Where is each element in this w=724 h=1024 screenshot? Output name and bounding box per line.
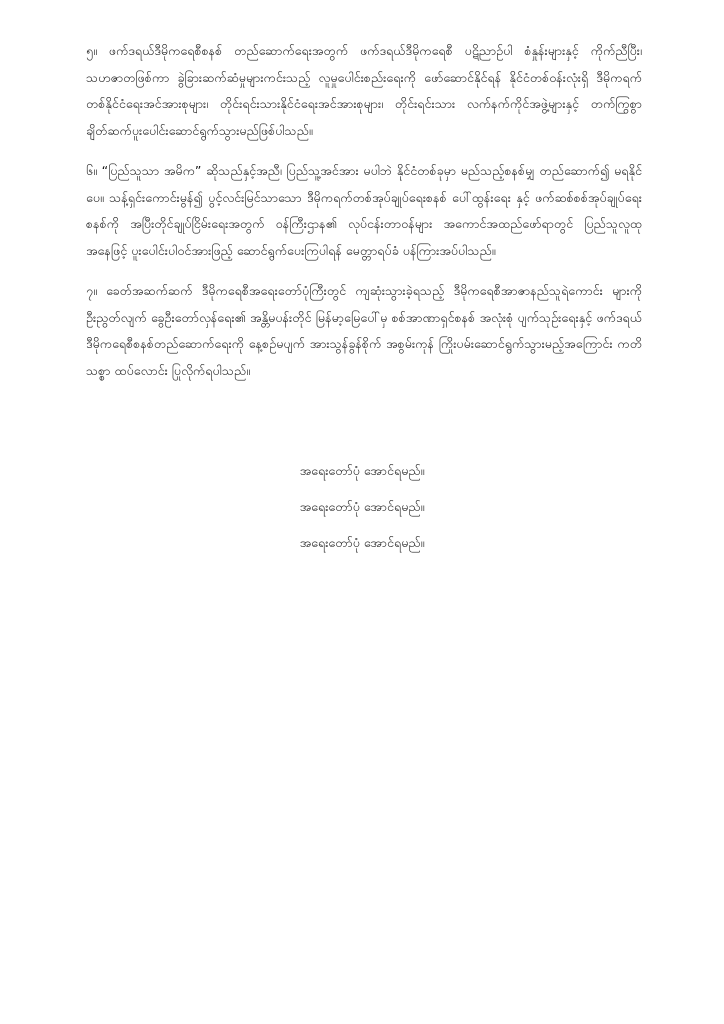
paragraph-7: ၇။ ခေတ်အဆက်ဆက် ဒီမိုကရေစီအရေးတော်ပုံကြီးတွင် ကျဆုံးသွားခဲ့ရသည့် ဒီမိုကရေစီအာဇာနည်သူရဲကောင်း များကို ဦးညွတ်လျက် ခွေဦးတော်လှန်ရေး၏ အန္တိမပန်းတိုင် မြန်မာ့မြေပေါ်မှ စစ်အာဏာရှင်စနစ် အလုံးစုံ ပျက်သုဉ်းရေးနှင့် ဖက်ဒရယ်ဒီမိုကရေစီစနစ်တည်ဆောက်ရေးကို နေ့စဉ်မပျက် အားသွန်ခွန်စိုက် အစွမ်းကုန် ကြိုးပမ်းဆောင်ရွက်သွားမည့်အကြောင်း ကတိသစ္စာ ထပ်လောင်း ပြုလိုက်ရပါသည်။ — [86, 283, 642, 378]
document-body — [86, 38, 642, 398]
slogan-line: အရေးတော်ပုံ အောင်ရမည်။ — [299, 535, 425, 550]
paragraph-6: ၆။ “ပြည်သူသာ အမိက” ဆိုသည်နှင့်အညီ၊ ပြည်သူ့အင်အား မပါဘဲ နိုင်ငံတစ်ခုမှာ မည်သည့်စနစ်မျှ တည်ဆောက်၍ မရနိုင်ပေ။ သန့်ရှင်းကောင်းမွန်၍ ပွင့်လင်းမြင်သာသော ဒီမိုကရက်တစ်အုပ်ချုပ်ရေးစနစ် ပေါ်ထွန်းရေး နှင့် ဖက်ဆစ်စစ်အုပ်ချုပ်ရေးစနစ်ကို အပြီးတိုင်ချုပ်ငြိမ်းရေးအတွက် ဝန်ကြီးဌာန၏ လုပ်ငန်းတာဝန်များ အကောင်အထည်ဖော်ရာတွင် ပြည်သူလူထုအနေဖြင့် ပူးပေါင်းပါဝင်အားဖြည့် ဆောင်ရွက်ပေးကြပါရန် မေတ္တာရပ်ခံ ပန်ကြားအပ်ပါသည်။ — [86, 163, 642, 258]
paragraph-5: ၅။ ဖက်ဒရယ်ဒီမိုကရေစီစနစ် တည်ဆောက်ရေးအတွက် ဖက်ဒရယ်ဒီမိုကရေစီ ပဋိညာဉ်ပါ စံနှုန်းများနှင့် ကိုက်ညီပြီး၊ သဟဇာတဖြစ်ကာ ခွဲခြားဆက်ဆံမှုများကင်းသည့် လူမှုပေါင်းစည်းရေးကို ဖော်ဆောင်နိုင်ရန် နိုင်ငံတစ်ဝန်းလုံးရှိ ဒီမိုကရက်တစ်နိုင်ငံရေးအင်အားစုများ၊ တိုင်းရင်းသားနိုင်ငံရေးအင်အားစုများ၊ တိုင်းရင်းသား လက်နက်ကိုင်အဖွဲ့များနှင့် တက်ကြွစွာ ချိတ်ဆက်ပူးပေါင်းဆောင်ရွက်သွားမည်ဖြစ်ပါသည်။ — [86, 43, 642, 138]
slogan-block — [0, 453, 724, 561]
slogan-line: အရေးတော်ပုံ အောင်ရမည်။ — [299, 499, 425, 514]
slogan-line: အရေးတော်ပုံ အောင်ရမည်။ — [299, 463, 425, 478]
